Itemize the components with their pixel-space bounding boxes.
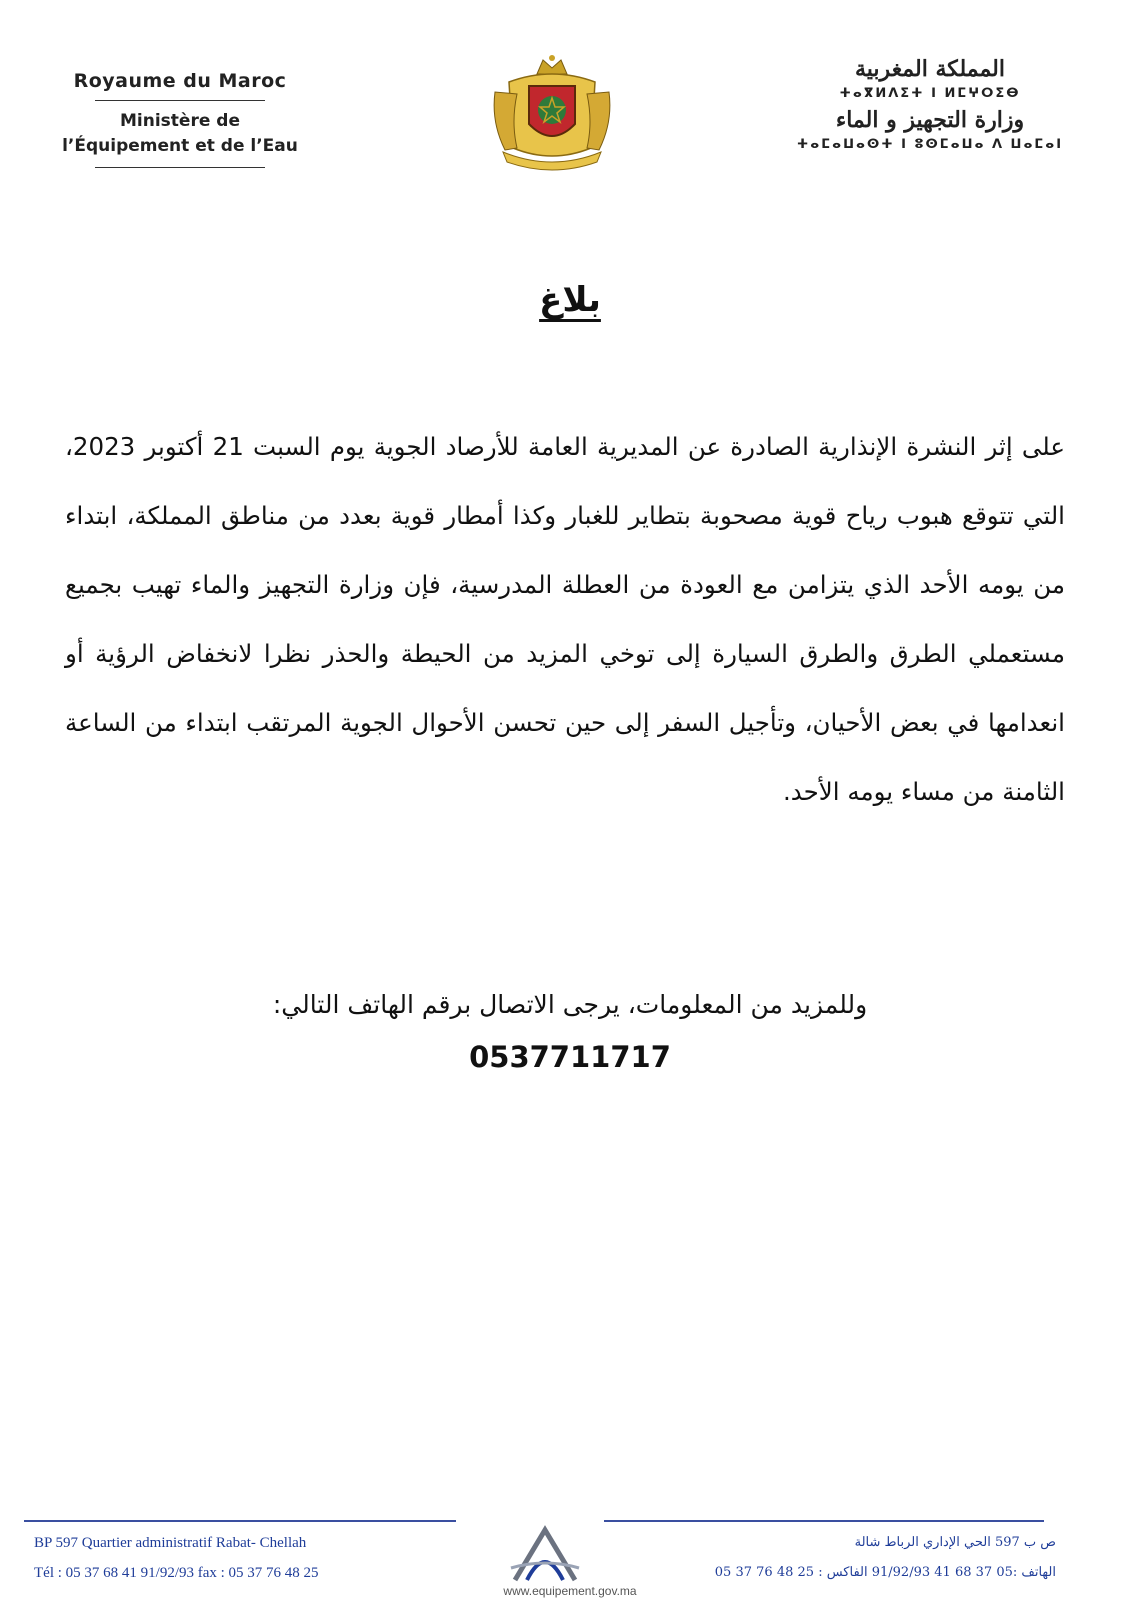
- footer-address-line: BP 597 Quartier administratif Rabat- Chellah: [34, 1535, 307, 1551]
- contact-text: وللمزيد من المعلومات، يرجى الاتصال برقم الهاتف التالي:: [272, 990, 868, 1019]
- country-name-ar: المملكة المغربية: [855, 56, 1005, 82]
- ministry-logo-icon: [505, 1522, 585, 1584]
- document-title: بلاغ: [539, 280, 601, 320]
- contact-phone: 0537711717: [469, 1040, 671, 1074]
- header-arabic: [790, 56, 1070, 158]
- footer-website-link[interactable]: www.equipement.gov.ma: [503, 1584, 637, 1598]
- footer-divider-right: [604, 1520, 1044, 1522]
- ministry-name-fr-line2: l’Équipement et de l’Eau: [62, 136, 298, 156]
- footer-address-ar: [715, 1528, 1056, 1588]
- country-name-fr: Royaume du Maroc: [73, 70, 287, 92]
- ministry-name-fr-line1: Ministère de: [120, 111, 240, 131]
- header-divider: [95, 100, 265, 101]
- footer-phone-line-ar: الهاتف :05 37 68 41 91/92/93 الفاكس : 25 48 76 37 05: [714, 1565, 1056, 1580]
- footer-address-line-ar: ص ب 597 الحي الإداري الرباط شالة: [854, 1535, 1056, 1550]
- footer-address-fr: [34, 1528, 319, 1588]
- ministry-name-tifinagh: ⵜⴰⵎⴰⵡⴰⵙⵜ ⵏ ⵓⵙⵎⴰⵡⴰ ⴷ ⵡⴰⵎⴰⵏ: [796, 137, 1064, 152]
- coat-of-arms-icon: [487, 52, 617, 172]
- footer-divider-left: [24, 1520, 456, 1522]
- announcement-body: على إثر النشرة الإنذارية الصادرة عن المديرية العامة للأرصاد الجوية يوم السبت 21 أكتوبر 2023، التي تتوقع هبوب رياح قوية مصحوبة بتطاير للغبار وكذا أمطار قوية بعدد من مناطق المملكة، ابتداء من يومه الأحد الذي يتزامن مع العودة من العطلة المدرسية، فإن وزارة التجهيز والماء تهيب بجميع مستعملي الطرق والطرق السيارة إلى توخي المزيد من الحيطة والحذر نظرا لانخفاض الرؤية أو انعدامها في بعض الأحيان، وتأجيل السفر إلى حين تحسن الأحوال الجوية المرتقب ابتداء من الساعة الثامنة من مساء يومه الأحد.: [65, 432, 1066, 806]
- country-name-tifinagh: ⵜⴰⴳⵍⴷⵉⵜ ⵏ ⵍⵎⵖⵔⵉⴱ: [839, 86, 1021, 101]
- header-french: [40, 70, 320, 176]
- header-divider: [95, 167, 265, 168]
- ministry-name-ar: وزارة التجهيز و الماء: [835, 107, 1025, 133]
- footer-phone-line: Tél : 05 37 68 41 91/92/93 fax : 05 37 76 48 25: [34, 1565, 319, 1581]
